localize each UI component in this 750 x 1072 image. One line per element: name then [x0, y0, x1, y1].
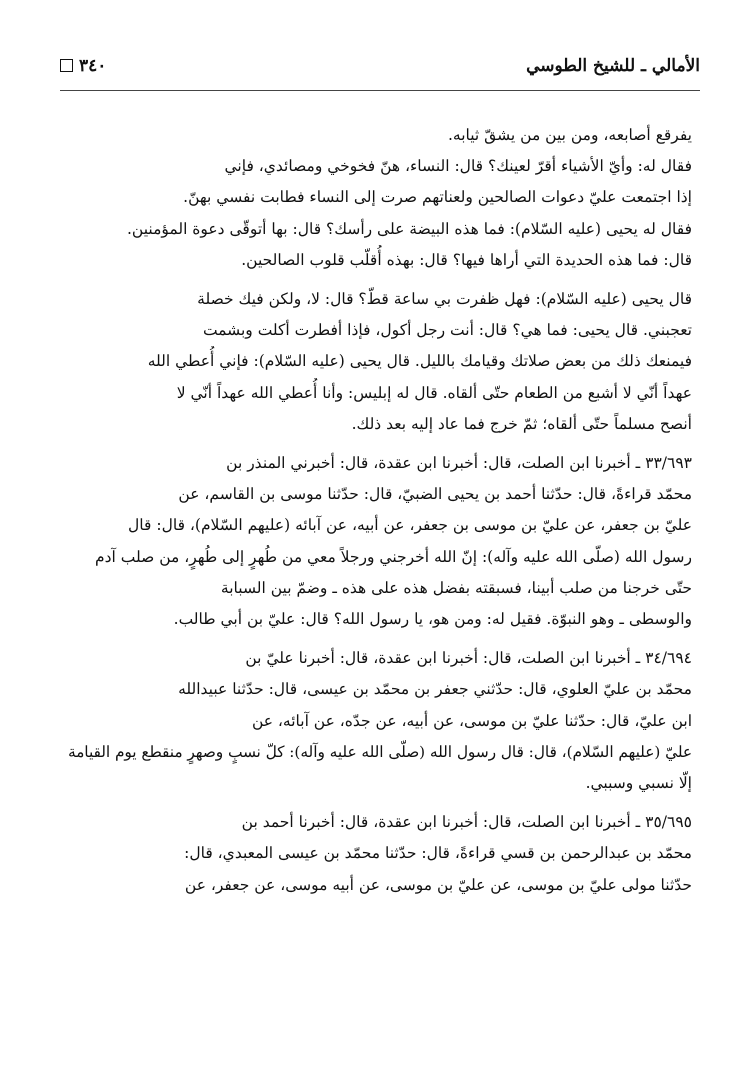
hadith-heading-line: ٣٣/٦٩٣ ـ أخبرنا ابن الصلت، قال: أخبرنا ابن عقدة، قال: أخبرني المنذر بن	[226, 454, 692, 473]
text-line: عليّ (عليهم السّلام)، قال: قال رسول الله (صلّى الله عليه وآله): كلّ نسبٍ وصهرٍ منقطع يوم القيامة	[67, 742, 692, 761]
hadith-heading-line: ٣٤/٦٩٤ ـ أخبرنا ابن الصلت، قال: أخبرنا ابن عقدة، قال: أخبرنا عليّ بن	[245, 649, 692, 668]
text-line: فقال له: وأيّ الأشياء أقرّ لعينك؟ قال: النساء، هنّ فخوخي ومصائدي، فإني	[224, 157, 692, 176]
text-line: محمّد قراءةً، قال: حدّثنا أحمد بن يحيى الضبيّ، قال: حدّثنا موسى بن القاسم، عن	[178, 485, 692, 504]
text-line: فيمنعك ذلك من بعض صلاتك وقيامك بالليل. قال يحيى (عليه السّلام): فإني أُعطي الله	[147, 352, 692, 371]
text-line: محمّد بن عليّ العلوي، قال: حدّثني جعفر بن محمّد بن عيسى، قال: حدّثنا عبيدالله	[178, 680, 692, 699]
text-line: حدّثنا مولى عليّ بن موسى، عن عليّ بن موسى، عن أبيه موسى، عن جعفر، عن	[184, 875, 692, 894]
text-line: والوسطى ـ وهو النبوّة. فقيل له: ومن هو، يا رسول الله؟ قال: عليّ بن أبي طالب.	[173, 610, 692, 629]
text-line: عهداً أنّي لا أشبع من الطعام حتّى ألقاه. قال له إبليس: وأنا أُعطي الله عهداً أنّي لا	[176, 383, 692, 402]
text-line: إلّا نسبي وسببي.	[585, 774, 692, 793]
hadith-heading-line: ٣٥/٦٩٥ ـ أخبرنا ابن الصلت، قال: أخبرنا ابن عقدة، قال: أخبرنا أحمد بن	[241, 813, 692, 832]
text-line: فقال له يحيى (عليه السّلام): فما هذه البيضة على رأسك؟ قال: بها أتوقّى دعوة المؤمنين.	[127, 219, 692, 238]
text-line: حتّى خرجنا من صلب أبينا، فسبقته بفضل هذه على هذه ـ وضمّ بين السبابة	[220, 578, 692, 597]
page-number	[60, 56, 106, 76]
square-icon	[60, 59, 73, 72]
page-number-text: ٣٤٠	[79, 56, 107, 76]
text-line: يفرقع أصابعه، ومن بين من يشقّ ثيابه.	[447, 126, 692, 144]
text-line: قال يحيى (عليه السّلام): فهل ظفرت بي ساعة قطّ؟ قال: لا، ولكن فيك خصلة	[197, 290, 692, 309]
text-line: محمّد بن عبدالرحمن بن قسي قراءةً، قال: حدّثنا محمّد بن عيسى المعبدي، قال:	[184, 844, 692, 863]
text-body	[60, 120, 692, 901]
text-line: إذا اجتمعت عليّ دعوات الصالحين ولعناتهم صرت إلى النساء فطابت نفسي بهنّ.	[183, 188, 692, 207]
text-line: رسول الله (صلّى الله عليه وآله): إنّ الله أخرجني ورجلاً معي من طُهرٍ إلى طُهرٍ، من صلب آدم	[95, 547, 692, 566]
text-line: قال: فما هذه الحديدة التي أراها فيها؟ قال: بهذه أُقلّب قلوب الصالحين.	[241, 250, 692, 269]
text-line: ابن عليّ، قال: حدّثنا عليّ بن موسى، عن أبيه، عن جدّه، عن آبائه، عن	[251, 711, 692, 730]
text-line: أنصح مسلماً حتّى ألقاه؛ ثمّ خرج فما عاد إليه بعد ذلك.	[351, 414, 692, 433]
text-line: تعجبني. قال يحيى: فما هي؟ قال: أنت رجل أكول، فإذا أفطرت أكلت وبشمت	[202, 321, 692, 340]
running-header	[60, 52, 700, 84]
book-title: الأمالي ـ للشيخ الطوسي	[526, 56, 700, 76]
text-line: عليّ بن جعفر، عن عليّ بن موسى بن جعفر، عن أبيه، عن آبائه (عليهم السّلام)، قال: قال	[128, 516, 692, 535]
header-rule	[60, 90, 700, 91]
